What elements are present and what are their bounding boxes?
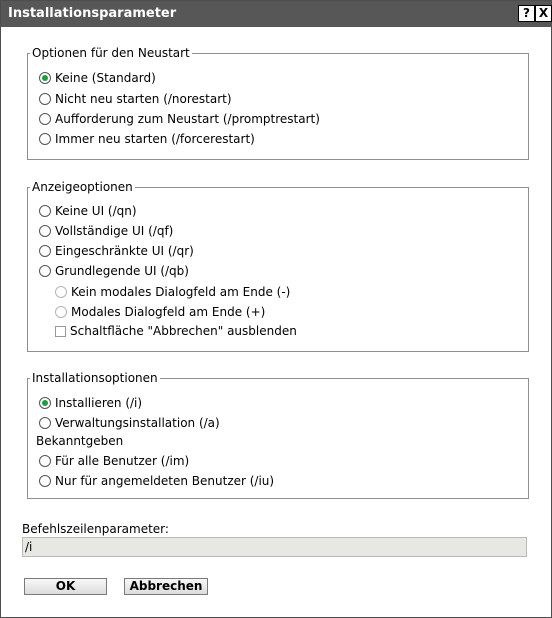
installation-options-legend: Installationsoptionen [32,371,158,385]
checkbox-hide-cancel[interactable] [55,323,297,339]
radio-button-disabled[interactable] [55,286,67,298]
close-button[interactable]: X [535,5,552,22]
radio-button[interactable] [39,417,51,429]
radio-label: Eingeschränkte UI (/qr) [55,244,194,258]
radio-current-user[interactable] [39,473,274,489]
radio-restart-prompt[interactable] [39,111,320,127]
radio-modal-dialog[interactable] [55,304,265,320]
radio-display-qr[interactable] [39,243,194,259]
radio-display-qf[interactable] [39,223,173,239]
radio-restart-none[interactable] [39,70,156,86]
radio-label: Grundlegende UI (/qb) [55,264,189,278]
title-bar[interactable] [1,1,551,27]
radio-label: Für alle Benutzer (/im) [55,454,190,468]
radio-button[interactable] [39,265,51,277]
radio-button-disabled[interactable] [55,306,67,318]
radio-display-qn[interactable] [39,203,137,219]
radio-label: Immer neu starten (/forcerestart) [55,132,255,146]
radio-label: Nicht neu starten (/norestart) [55,92,232,106]
dialog-title: Installationsparameter [8,6,177,21]
cmdline-label: Befehlszeilenparameter: [22,522,169,536]
radio-button[interactable] [39,225,51,237]
checkbox[interactable] [55,326,66,337]
radio-display-qb[interactable] [39,263,189,279]
radio-install[interactable] [39,395,142,411]
help-button[interactable]: ? [518,5,535,22]
radio-label: Vollständige UI (/qf) [55,224,174,238]
radio-label: Verwaltungsinstallation (/a) [55,416,220,430]
radio-admin-install[interactable] [39,415,220,431]
radio-all-users[interactable] [39,453,189,469]
radio-button[interactable] [39,245,51,257]
radio-label: Aufforderung zum Neustart (/promptrestart) [55,112,320,126]
radio-button[interactable] [39,93,51,105]
radio-button[interactable] [39,205,51,217]
checkbox-label: Schaltfläche "Abbrechen" ausblenden [70,324,297,338]
radio-label: Nur für angemeldeten Benutzer (/iu) [55,474,275,488]
radio-button[interactable] [39,113,51,125]
radio-button[interactable] [39,475,51,487]
radio-no-modal-dialog[interactable] [55,284,290,300]
cancel-button[interactable]: Abbrechen [124,578,208,595]
radio-button[interactable] [39,455,51,467]
restart-options-legend: Optionen für den Neustart [32,46,190,60]
display-options-legend: Anzeigeoptionen [32,180,133,194]
radio-label: Installieren (/i) [55,396,143,410]
radio-label: Keine UI (/qn) [55,204,137,218]
cmdline-input[interactable] [22,537,527,557]
announce-label: Bekanntgeben [36,434,124,448]
radio-restart-norestart[interactable] [39,91,232,107]
radio-button[interactable] [39,133,51,145]
radio-restart-force[interactable] [39,131,255,147]
radio-label: Kein modales Dialogfeld am Ende (-) [71,285,291,299]
ok-button[interactable]: OK [24,578,107,595]
radio-label: Modales Dialogfeld am Ende (+) [71,305,266,319]
radio-label: Keine (Standard) [55,71,156,85]
radio-button-selected[interactable] [39,397,51,409]
radio-button-selected[interactable] [39,72,51,84]
